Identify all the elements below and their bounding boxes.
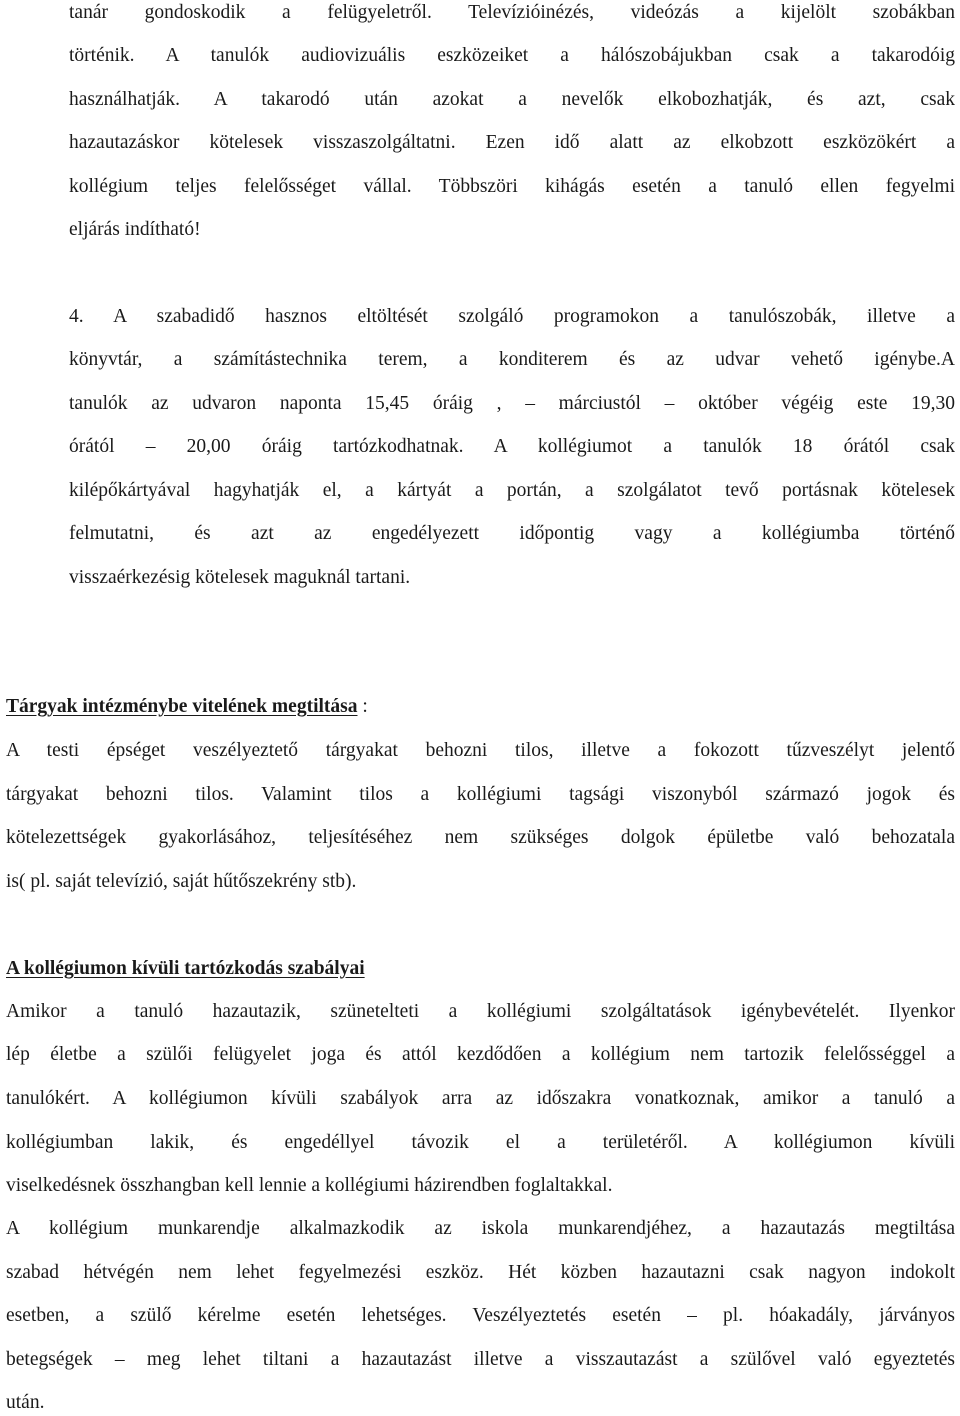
text-line: Amikor a tanuló hazautazik, szünetelteti a kollégiumi szolgáltatások igénybevételét. Ilyenkor bbox=[6, 1001, 955, 1022]
text-line: kollégium teljes felelősséget vállal. Többszöri kihágás esetén a tanuló ellen fegyelmi bbox=[69, 176, 955, 197]
text-line: hazautazáskor kötelesek visszaszolgáltatni. Ezen idő alatt az elkobzott eszközökért a bbox=[69, 132, 955, 153]
text-line: kollégiumban lakik, és engedéllyel távozik el a területéről. A kollégiumon kívüli bbox=[6, 1132, 955, 1153]
text-line: után. bbox=[6, 1392, 45, 1413]
text-line: A kollégium munkarendje alkalmazkodik az iskola munkarendjéhez, a hazautazás megtiltása bbox=[6, 1218, 955, 1239]
text-line: tanulók az udvaron naponta 15,45 óráig , – márciustól – október végéig este 19,30 bbox=[69, 393, 955, 414]
text-line: kilépőkártyával hagyhatják el, a kártyát a portán, a szolgálatot tevő portásnak kötelesek bbox=[69, 480, 955, 501]
text-line: visszaérkezésig kötelesek maguknál tartani. bbox=[69, 567, 411, 588]
section-heading-text: A kollégiumon kívüli tartózkodás szabályai bbox=[6, 958, 365, 979]
text-line: lép életbe a szülői felügyelet joga és attól kezdődően a kollégium nem tartozik felelősséggel a bbox=[6, 1044, 955, 1065]
text-line: viselkedésnek összhangban kell lennie a kollégiumi házirendben foglaltakkal. bbox=[6, 1175, 613, 1196]
text-line: órától – 20,00 óráig tartózkodhatnak. A kollégiumot a tanulók 18 órától csak bbox=[69, 436, 955, 457]
section-heading bbox=[6, 956, 365, 982]
text-line: kötelezettségek gyakorlásához, teljesítéséhez nem szükséges dolgok épületbe való behozatala bbox=[6, 827, 955, 848]
text-line: betegségek – meg lehet tiltani a hazautazást illetve a visszautazást a szülővel való egyeztetés bbox=[6, 1349, 955, 1370]
text-line: felmutatni, és azt az engedélyezett időpontig vagy a kollégiumba történő bbox=[69, 523, 955, 544]
section-heading-suffix: : bbox=[357, 696, 368, 717]
text-line: A testi épséget veszélyeztető tárgyakat behozni tilos, illetve a fokozott tűzveszélyt jelentő bbox=[6, 740, 955, 761]
section-heading bbox=[6, 694, 368, 720]
section-heading-text: Tárgyak intézménybe vitelének megtiltása bbox=[6, 696, 358, 717]
text-line: használhatják. A takarodó után azokat a nevelők elkobozhatják, és azt, csak bbox=[69, 89, 955, 110]
text-line: 4. A szabadidő hasznos eltöltését szolgáló programokon a tanulószobák, illetve a bbox=[69, 306, 955, 327]
text-line: tanár gondoskodik a felügyeletről. Televízióinézés, videózás a kijelölt szobákban bbox=[69, 2, 955, 23]
text-line: történik. A tanulók audiovizuális eszközeiket a hálószobájukban csak a takarodóig bbox=[69, 45, 955, 66]
text-line: szabad hétvégén nem lehet fegyelmezési eszköz. Hét közben hazautazni csak nagyon indokolt bbox=[6, 1262, 955, 1283]
text-line: könyvtár, a számítástechnika terem, a konditerem és az udvar vehető igénybe.A bbox=[69, 349, 955, 370]
text-line: tanulókért. A kollégiumon kívüli szabályok arra az időszakra vonatkoznak, amikor a tanuló a bbox=[6, 1088, 955, 1109]
text-line: tárgyakat behozni tilos. Valamint tilos a kollégiumi tagsági viszonyból származó jogok és bbox=[6, 784, 955, 805]
text-line: eljárás indítható! bbox=[69, 219, 201, 240]
text-line: is( pl. saját televízió, saját hűtőszekrény stb). bbox=[6, 871, 357, 892]
text-line: esetben, a szülő kérelme esetén lehetséges. Veszélyeztetés esetén – pl. hóakadály, járványos bbox=[6, 1305, 955, 1326]
